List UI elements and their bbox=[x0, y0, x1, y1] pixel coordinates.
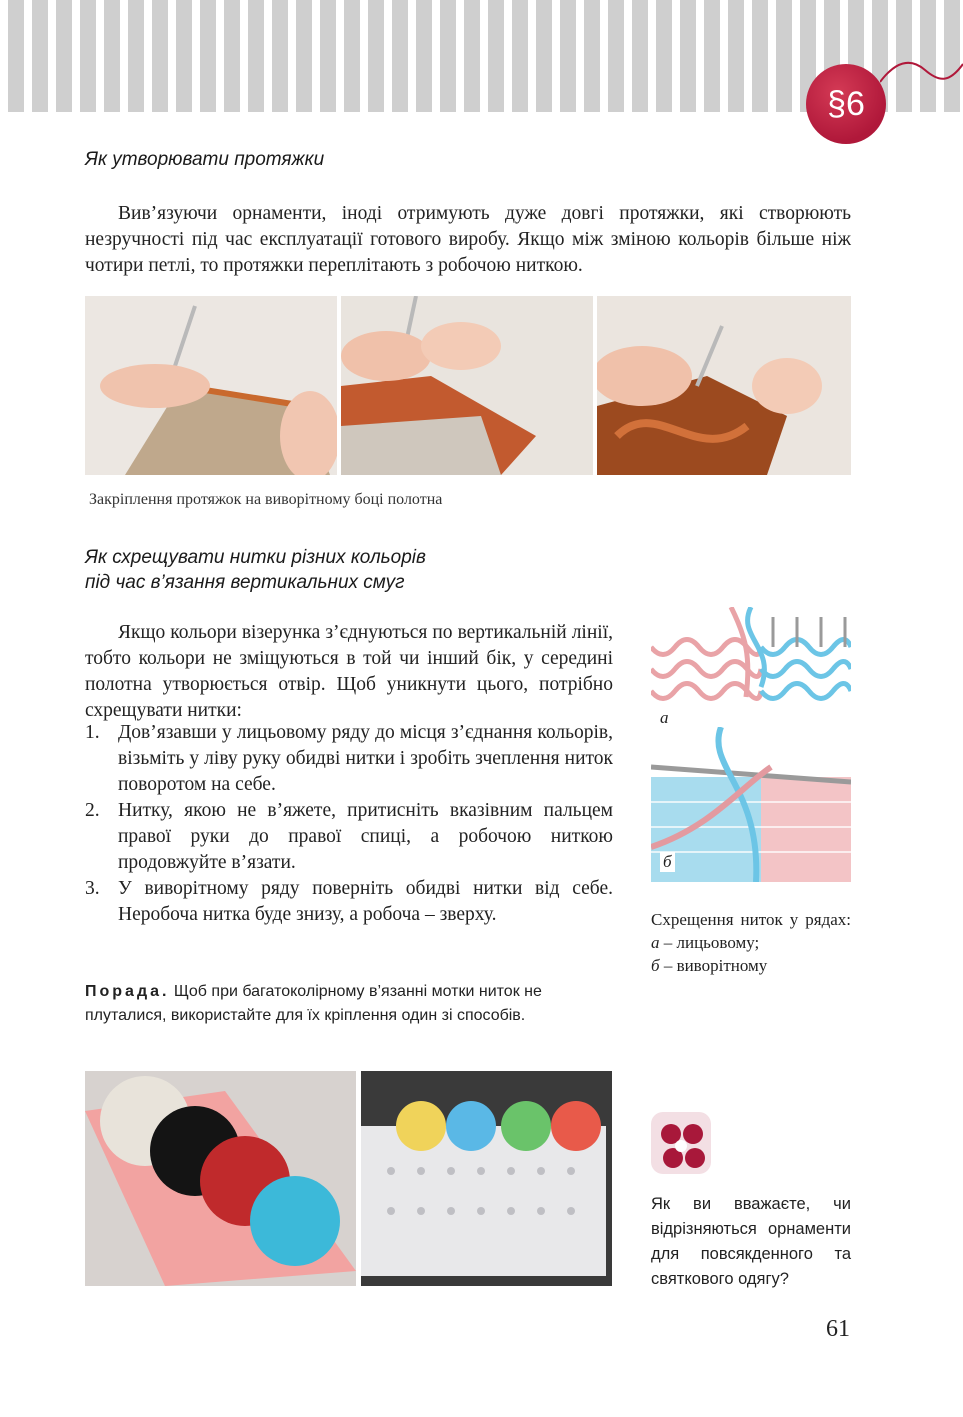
page-number: 61 bbox=[826, 1316, 850, 1342]
photo-yarn-tray bbox=[85, 1071, 356, 1286]
discussion-icon bbox=[651, 1112, 711, 1174]
list-item bbox=[85, 720, 613, 798]
step-text: У виворітному ряду поверніть обидві нитки від себе. Неробоча нитка буде знизу, а робоча – зверху. bbox=[118, 878, 613, 925]
photo-caption-floats: Закріплення протяжок на виворітному боці полотна bbox=[89, 491, 443, 508]
question-text: Як ви вважаєте, чи відрізняються орнаменти для повсякденного та святкового одягу? bbox=[651, 1195, 851, 1288]
section2-paragraph-text: Якщо кольори візерунка з’єднуються по вертикальній лінії, тобто кольори не зміщуються в той чи інший бік, у середині полотна утворюється отвір. Щоб уникнути цього, потрібно схрещувати нитки: bbox=[85, 622, 613, 721]
section2-paragraph bbox=[85, 620, 613, 724]
section-badge bbox=[806, 64, 886, 144]
list-item bbox=[85, 798, 613, 876]
photo-floats-2 bbox=[341, 296, 593, 475]
diagram-caption-b-text: – виворітному bbox=[659, 956, 768, 975]
photo-yarn-basket bbox=[361, 1071, 612, 1286]
tip-box bbox=[85, 980, 615, 1028]
list-item bbox=[85, 876, 613, 928]
photo-floats-1 bbox=[85, 296, 337, 475]
photo-floats-3 bbox=[597, 296, 851, 475]
step-number: 1. bbox=[85, 722, 100, 743]
diagram-a-label: а bbox=[660, 708, 669, 727]
thread-decoration bbox=[880, 52, 963, 112]
section-badge-label: §6 bbox=[827, 84, 865, 123]
section2-heading-line2: під час в’язання вертикальних смуг bbox=[85, 572, 405, 593]
tip-label: Порада. bbox=[85, 983, 170, 1000]
section2-heading-line1: Як схрещувати нитки різних кольорів bbox=[85, 547, 426, 568]
steps-list bbox=[85, 720, 613, 928]
diagram-caption bbox=[651, 908, 851, 977]
section1-paragraph-text: Вив’язуючи орнаменти, іноді отримують дуже довгі протяжки, які створюють незручності під час експлуатації готового виробу. Якщо між зміною кольорів більше ніж чотири петлі, то протяжки переплітають з робочою ниткою. bbox=[85, 203, 851, 276]
diagram-b-label: б bbox=[660, 852, 675, 872]
diagram-a bbox=[651, 607, 851, 709]
diagram-caption-a-text: – лицьовому; bbox=[659, 933, 760, 952]
diagram-caption-line1: Схрещення ниток у рядах: bbox=[651, 910, 851, 929]
step-text: Нитку, якою не в’яжете, притисніть вказівним пальцем правої руки до правої спиці, а робочою ниткою продовжуйте в’язати. bbox=[118, 800, 613, 873]
tip-text: Щоб при багатоколірному в’язанні мотки ниток не плуталися, використайте для їх кріплення один зі способів. bbox=[85, 983, 542, 1024]
diagram-caption-b: б bbox=[651, 956, 660, 975]
step-number: 2. bbox=[85, 800, 100, 821]
section1-heading: Як утворювати протяжки bbox=[85, 149, 325, 170]
section1-paragraph bbox=[85, 201, 851, 279]
step-number: 3. bbox=[85, 878, 100, 899]
diagram-caption-a: а bbox=[651, 933, 660, 952]
step-text: Дов’язавши у лицьовому ряду до місця з’єднання кольорів, візьміть у ліву руку обидві нитки і зробіть зчеплення ниток поворотом на себе. bbox=[118, 722, 613, 795]
diagram-b bbox=[651, 727, 851, 882]
